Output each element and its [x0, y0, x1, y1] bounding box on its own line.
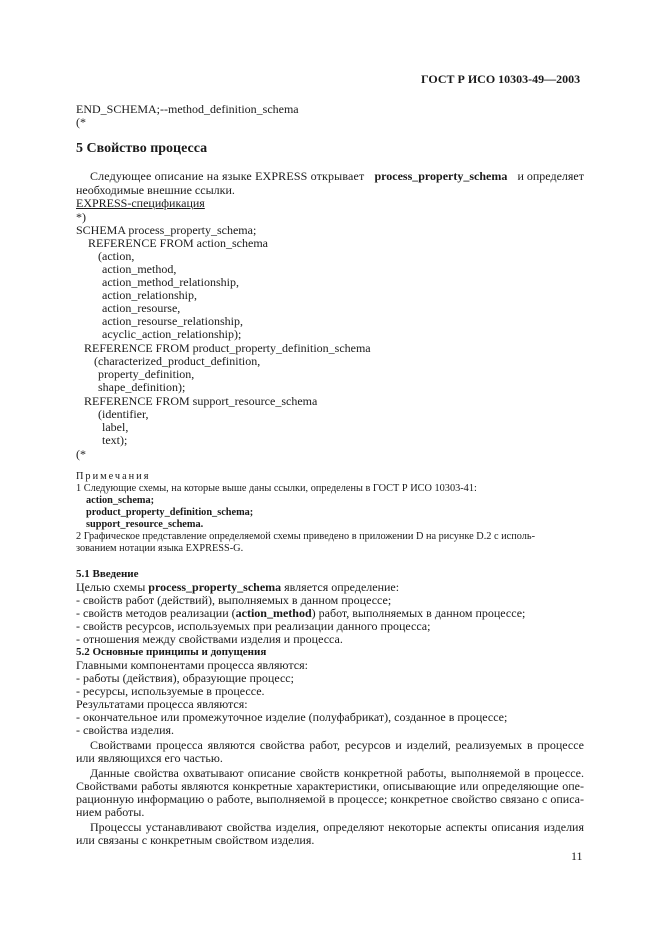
code-line: action_relationship,: [102, 288, 197, 302]
subsection-title: 5.1 Введение: [76, 568, 139, 580]
list-item: - свойства изделия.: [76, 723, 175, 737]
text-span: Следующее описание на языке EXPRESS открывает: [90, 169, 365, 183]
express-spec-label: EXPRESS-спецификация: [76, 196, 205, 210]
note-schema-item: action_schema;: [86, 495, 155, 506]
code-line: (*: [76, 115, 86, 129]
list-item: - свойств ресурсов, используемых при реализации данного процесса;: [76, 619, 431, 633]
text-span: - свойств методов реализации (: [76, 606, 236, 620]
code-line: action_method_relationship,: [102, 275, 239, 289]
schema-name: process_property_schema: [148, 580, 282, 594]
code-line: property_definition,: [98, 367, 195, 381]
paragraph-line: или являющихся его частью.: [76, 751, 223, 765]
list-item: [76, 606, 525, 620]
code-line: action_resourse_relationship,: [102, 314, 243, 328]
code-line: (*: [76, 447, 86, 461]
paragraph-line: или связаны с конкретным свойством изделия.: [76, 833, 315, 847]
note-text: зованием нотации языка EXPRESS-G.: [76, 543, 244, 554]
note-schema-item: product_property_definition_schema;: [86, 507, 254, 518]
paragraph-line: нием работы.: [76, 805, 145, 819]
list-item: - свойств работ (действий), выполняемых в данном процессе;: [76, 593, 392, 607]
schema-name: process_property_schema: [374, 169, 508, 183]
section-title: 5 Свойство процесса: [76, 141, 208, 156]
text-span: является определение:: [284, 580, 400, 594]
paragraph-line: Процессы устанавливают свойства изделия, определяют некоторые аспекты описания изделия: [90, 820, 584, 834]
code-line: SCHEMA process_property_schema;: [76, 223, 257, 237]
paragraph-line: рационную информацию о работе, выполняемой в процессе; конкретное свойство связано с описа-: [76, 792, 584, 806]
code-line: action_method,: [102, 262, 177, 276]
text-span: и определяет: [517, 169, 584, 183]
list-item: - ресурсы, используемые в процессе.: [76, 684, 265, 698]
code-line: END_SCHEMA;--method_definition_schema: [76, 102, 299, 116]
code-line: *): [76, 210, 86, 224]
code-line: label,: [102, 420, 129, 434]
note-text: 1 Следующие схемы, на которые выше даны ссылки, определены в ГОСТ Р ИСО 10303-41:: [76, 483, 477, 494]
text-span: Целью схемы: [76, 580, 146, 594]
paragraph-line: необходимые внешние ссылки.: [76, 183, 235, 197]
code-line: REFERENCE FROM action_schema: [88, 236, 268, 250]
code-line: action_resourse,: [102, 301, 181, 315]
document-code-header: ГОСТ Р ИСО 10303-49—2003: [421, 72, 581, 86]
text-span: ) работ, выполняемых в данном процессе;: [311, 606, 526, 620]
code-line: REFERENCE FROM support_resource_schema: [84, 394, 318, 408]
code-line: (action,: [98, 249, 135, 263]
paragraph-line: Главными компонентами процесса являются:: [76, 658, 308, 672]
paragraph-line: Свойствами работы являются конкретные характеристики, описывающие или определяющие опе-: [76, 779, 584, 793]
code-line: (identifier,: [98, 407, 149, 421]
page-number: 11: [571, 849, 583, 863]
code-line: acyclic_action_relationship);: [102, 327, 242, 341]
list-item: - отношения между свойствами изделия и процесса.: [76, 632, 343, 646]
code-line: REFERENCE FROM product_property_definition_schema: [84, 341, 371, 355]
notes-label: Примечания: [76, 471, 151, 482]
paragraph-line: [90, 169, 584, 183]
list-item: - работы (действия), образующие процесс;: [76, 671, 294, 685]
paragraph-line: Данные свойства охватывают описание свойств конкретной работы, выполняемой в процессе.: [90, 766, 584, 780]
paragraph-line: Результатами процесса являются:: [76, 697, 248, 711]
paragraph-line: Свойствами процесса являются свойства работ, ресурсов и изделий, реализуемых в процессе: [90, 738, 584, 752]
entity-name: action_method: [235, 606, 312, 620]
code-line: (characterized_product_definition,: [94, 354, 261, 368]
paragraph-line: [76, 580, 399, 594]
note-schema-item: support_resource_schema.: [86, 519, 204, 530]
code-line: shape_definition);: [98, 380, 186, 394]
list-item: - окончательное или промежуточное изделие (полуфабрикат), созданное в процессе;: [76, 710, 508, 724]
note-text: 2 Графическое представление определяемой схемы приведено в приложении D на рисунке D.2 с исполь-: [76, 531, 536, 542]
code-line: text);: [102, 433, 128, 447]
subsection-title: 5.2 Основные принципы и допущения: [76, 646, 267, 658]
